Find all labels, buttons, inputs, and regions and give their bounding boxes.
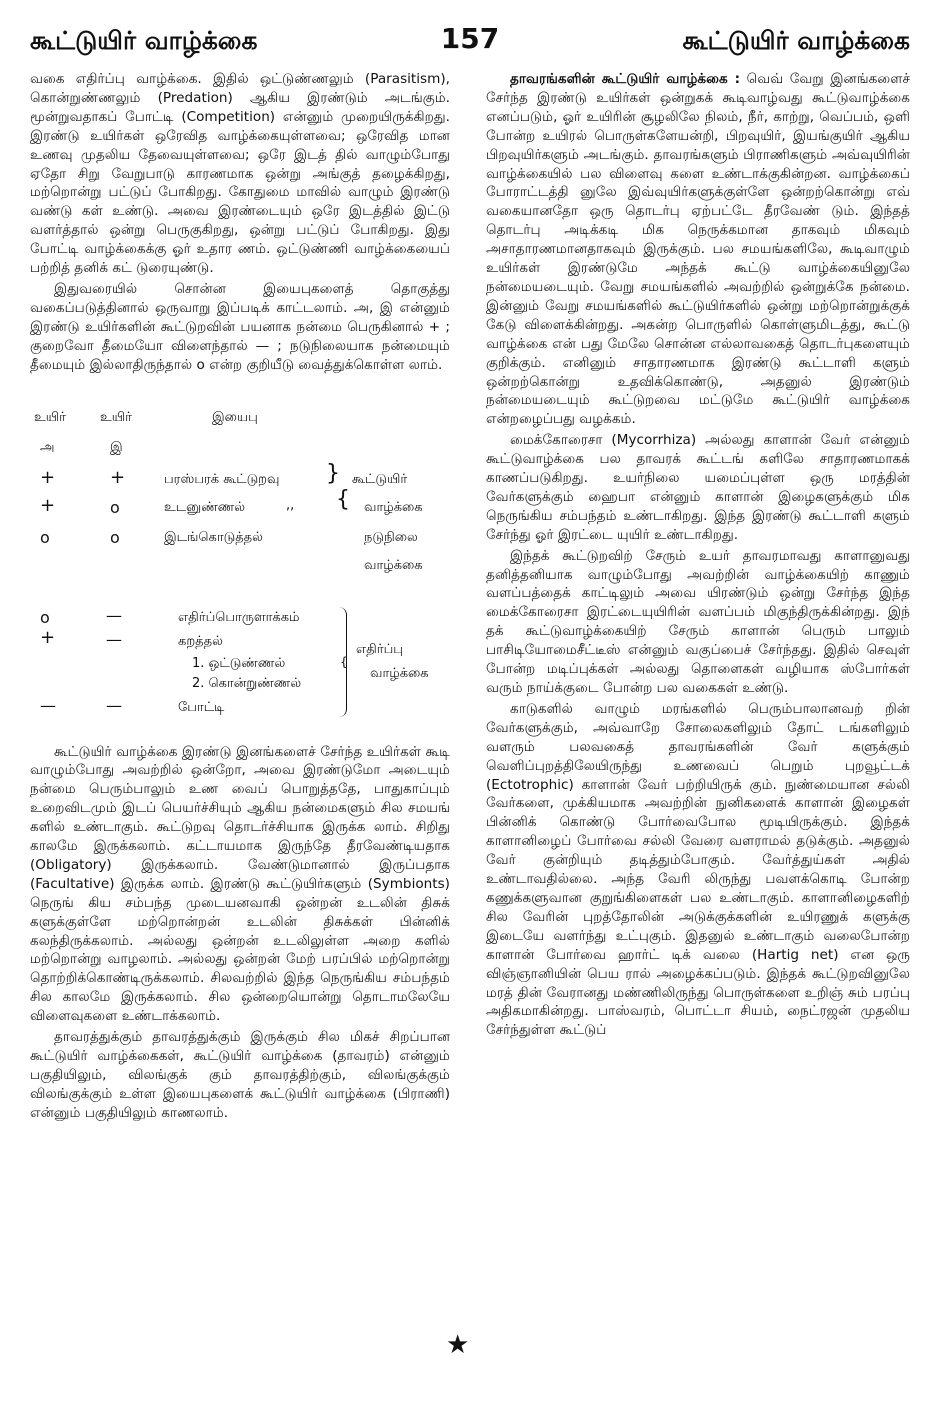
running-title-left: கூட்டுயிர் வாழ்க்கை [30,26,258,55]
page-header [0,0,940,60]
table-cell: 1. ஒட்டுண்ணல் [192,655,286,671]
paragraph-text: வெவ் வேறு இனங்களைச் சேர்ந்த இரண்டு உயிர்கள் ஒன்றுகக் கூடிவாழ்வது கூட்டுவாழ்க்கை எனப்படும், ஓர் உயிரின் சூழலிலே நிலம், நீர், காற்று, வெப்பம், ஒளி போன்ற உயிரல் பொருள்களேயன்றி, பிறவுயிர், இயங்குயிர் ஆகிய பிறவுயிர்களும் அடங்கும். தாவரங்களும் பிராணிகளும் அவ்வுயிரின் வாழ்க்கையில் பல விளைவு களை உண்டாக்குகின்றன. வாழ்க்கைப் போராட்டத்தி னுலே இவ்வுயிர்களுக்குள்ளே ஒன்றற்கொன்று எவ் வகையானதோ ஒரு தொடர்பு ஏற்பட்டே தீரவேண் டும். இந்தத் தொடர்பு அடிக்கடி மிக நெருக்கமான தாகவும் மிகவும் அசாதாரணமானதாகவும் இருக்கும். பல சமயங்களிலே, கூடிவாழும் உயிர்கள் இரண்டுமே அந்தக் கூட்டு வாழ்க்கையினுலே நன்மையடையும். வேறு சமயங்களில் அவற்றில் ஒன்றுக்கே நன்மை. இன்னும் வேறு சமயங்களில் கூட்டுயிர்களில் ஒன்று மற்றொன்றுக்குக் கேடு விளைக்கின்றது. அகன்ற பொருளில் கொள்ளுமிடத்து, கூட்டு வாழ்க்கை என் பது மேலே சொன்ன எல்லாவகைத் தொடர்புகளையும் குறிக்கும். எனினும் சாதாரணமாக இரண்டு கூட்டாளி களும் ஒன்றற்கொன்று உதவிக்கொண்டு, அதனுல் இரண்டும் நன்மையடையும் கூட்டுறவை மட்டுமே கூட்டுயிர் வாழ்க்கை என்றழைப்பது வழக்கம். [486,71,910,428]
table-cell: + [40,466,56,488]
paragraph: இந்தக் கூட்டுறவிற் சேரும் உயர் தாவரமாவது காளானுவது தனித்தனியாக வாழும்போது அவற்றின் வாழ்க்கையிற் காணும் வளப்பத்தைக் காட்டிலும் அவை யிரண்டும் ஒன்று சேர்ந்த இந்த மைக்கோரைசா இரட்டையுயிரின் வளப்பம் மிகுந்திருக்கின்றது. இந் தக் கூட்டுவாழ்க்கையிற் சேரும் காளான் பெரும் பாலும் பாசிடியோமைசீட்டீஸ் என்னும் வகுப்பைச் சேர்ந்தது. இதில் செவுள் போன்ற மடிப்புக்கள் அல்லது தொளைகள் வழியாக ஸ்போர்கள் வரும் நாய்க்குடை போன்ற பல வகைகள் உண்டு. [486,547,910,696]
table-cell: — [106,605,122,625]
table-cell: o [40,527,50,547]
table-cell: எதிர்ப்பொருளாக்கம் [178,609,300,625]
paragraph: வகை எதிர்ப்பு வாழ்க்கை. இதில் ஒட்டுண்ணலும் (Parasitism), கொன்றுண்ணலும் (Predation) ஆகிய இரண்டும் அடங்கும். மூன்றுவதாகப் போட்டி (Competition) என்னும் முறையிருக்கிறது. இரண்டு உயிர்கள் ஒரேவித வாழ்க்கையுள்ளவை; ஒரேவித மான உணவு முதலிய தேவையுள்ளவை; ஒரே இடத் தில் வாழும்போது ஏதோ சிறு வேறுபாடு காரணமாக ஒன்று அங்குத் தழைக்கிறது, மற்றொன்று பட்டுப் போகிறது. கோதுமை மாவில் வாழும் இரண்டு வண்டு கள் உண்டு. அவை இரண்டையும் ஒரே இடத்தில் இட்டு வளர்த்தால் ஒன்று பெருகுகிறது, ஒன்று பட்டுப் போகிறது. இது போட்டி வாழ்க்கைக்கு ஓர் உதார ணம். ஒட்டுண்ணி வாழ்க்கையைப் பற்றித் தனிக் கட் டுரையுண்டு. [30,71,450,277]
table-cell: பரஸ்பரக் கூட்டுறவு [164,471,280,487]
group-label: நடுநிலை [364,529,418,545]
table-cell: — [106,695,122,715]
left-column [30,70,450,1125]
group-label: கூட்டுயிர் [352,471,408,487]
table-header: உயிர் [34,409,66,425]
table-header: இயைபு [212,409,258,425]
running-title-right: கூட்டுயிர் வாழ்க்கை [682,26,910,55]
table-cell: + [40,494,56,516]
group-label: எதிர்ப்பு [356,641,403,657]
table-cell: இடங்கொடுத்தல் [164,529,263,545]
brace-icon: } [326,460,340,486]
table-cell: o [40,607,50,627]
table-cell: இ [110,439,123,455]
paragraph: இதுவரையில் சொன்ன இயைபுகளைத் தொகுத்து வகைப்படுத்தினால் ஒருவாறு இப்படிக் காட்டலாம். அ, இ என்னும் இரண்டு உயிர்களின் கூட்டுறவின் பயனாக நன்மை பெருகினால் + ; குறைவோ தீமையோ விளைந்தால் — ; நடுநிலையாக நன்மையும் தீமையும் இல்லாதிருந்தால் o என்ற குறியீடு வைத்துக்கொள்ள லாம். [30,280,450,373]
paragraph: கூட்டுயிர் வாழ்க்கை இரண்டு இனங்களைச் சேர்ந்த உயிர்கள் கூடி வாழும்போது அவற்றில் ஒன்றோ, அவை இரண்டுமோ அடையும் நன்மை பெரும்பாலும் உண வைப் பொறுத்ததே, பாதுகாப்பும் உறைவிடமும் இடப் பெயர்ச்சியும் ஆகிய நன்மைகளும் சில சமயங் களில் உண்டாகும். கூட்டுறவு தொடர்ச்சியாக இருக்க லாம். சிறிது காலமே இருக்கலாம். கட்டாயமாக இருந்தே தீரவேண்டியதாக (Obligatory) இருக்கலாம். வேண்டுமானால் இருப்பதாக (Facultative) இருக்க லாம். இரண்டு கூட்டுயிர்களும் (Symbionts) நெருங் கிய சம்பந்த முடையனவாகி ஒன்றன் உடலின் திசுக் களுக்குள்ளே மற்றொன்றன் உடலின் திசுக்கள் பின்னிக் கலந்திருக்கலாம். அல்லது ஒன்றன் உடலிலுள்ள அறை களில் மற்றொன்று வாழலாம். அல்லது ஒன்றன் மேற் பரப்பில் மற்றொன்று தொற்றிக்கொண்டிருக்கலாம். சிலவற்றில் இந்த நெருங்கிய சம்பந்தம் சில காலமே இருக்கலாம். சில ஒன்றையொன்று தொடாமலேயே விளைவுகளை உண்டாக்கலாம். [30,743,450,1025]
paragraph: காடுகளில் வாழும் மரங்களில் பெரும்பாலானவற் றின் வேர்களுக்கும், அவ்வாறே சோலைகளிலும் தோட் டங்களிலும் வளரும் பலவகைத் தாவரங்களின் வேர் களுக்கும் வெளிப்புறத்திலேயிருந்து உணவைப் பெறும் புறவூட்டக் (Ectotrophic) காளான் வேர் பற்றியிருக் கும். நுண்மையான சல்லி வேர்களை, முக்கியமாக அவற்றின் நுனிகளைக் காளான் இழைகள் பின்னிக் கொண்டு போர்வைபோல மூடியிருக்கும். இந்தக் காளானிழைப் போர்வை சல்லி வேரை வளராமல் தடுக்கும். அதனுல் வேர் குன்றியும் தடித்தும்போகும். வேர்த்துய்கள் அதில் உண்டாவதில்லை. அந்த வேரி லிருந்து பவளக்கொடி போன்ற கணுக்களுவான குறுங்கிளைகள் பல உண்டாகும். காளானிழைகளிற் சில வேரின் புறத்தோலின் அடுக்குக்களின் உயிரணுக் களுக்கு இடையே வளர்ந்து உட்புகும். இதனுல் உண்டாகும் வலைபோன்ற காளான் போர்வை ஹார்ட் டிக் வலை (Hartig net) என ஒரு விஞ்ஞானியின் பெய ரால் அழைக்கப்படும். இந்தக் கூட்டுறவினுலே மரத் தின் வேரானது மண்ணிலிருந்து பொருள்களை உறிஞ் சும் பரப்பு அதிகமாகின்றது. பாஸ்வரம், பொட்டா சியம், நைட்ரஜன் முதலிய சேர்ந்துள்ள கூட்டுப் [486,700,910,1039]
table-cell: உடனுண்ணல் [164,499,246,515]
relationship-table [30,409,450,721]
brace-tip-icon: { [340,654,348,669]
ditto-mark: ,, [286,497,295,513]
page-number: 157 [440,22,500,55]
table-cell: — [106,629,122,649]
table-cell: + [110,466,126,488]
right-column [486,70,910,1042]
table-cell: போட்டி [178,699,225,715]
table-header: உயிர் [100,409,132,425]
table-cell: 2. கொன்றுண்ணல் [192,675,302,691]
table-cell: — [40,695,56,715]
brace-icon: { [336,486,350,512]
group-label: வாழ்க்கை [364,499,423,515]
paragraph [486,70,910,429]
star-icon: ★ [446,1330,470,1360]
table-cell: o [110,527,120,547]
table-cell: அ [40,439,55,455]
paragraph: தாவரத்துக்கும் தாவரத்துக்கும் இருக்கும் சில மிகச் சிறப்பான கூட்டுயிர் வாழ்க்கைகள், கூட்டுயிர் வாழ்க்கை (தாவரம்) என்னும் பகுதியிலும், விலங்குக் கும் தாவரத்திற்கும், விலங்குக்கும் விலங்குக்கும் உள்ள இயைபுகளைக் கூட்டுயிர் வாழ்க்கை (பிராணி) என்னும் பகுதியிலும் காணலாம். [30,1029,450,1121]
table-cell: o [110,497,120,517]
group-label: வாழ்க்கை [370,665,429,681]
paragraph: மைக்கோரைசா (Mycorrhiza) அல்லது காளான் வேர் என்னும் கூட்டுவாழ்க்கை பல தாவரக் கூட்டங் களிலே சாதாரணமாகக் காணப்படுகிறது. உயர்நிலை யமைப்புள்ள ஒரு மரத்தின் வேர்களுக்கும் ஹைபா என்னும் காளான் இழைகளுக்கும் மிக நெருங்கிய சம்பந்தம் உண்டாகிறது. இந்த இரண்டு கூட்டாளி களும் சேர்ந்து ஓர் இரட்டை யுயிர் உண்டாகிறது. [486,432,910,543]
section-heading: தாவரங்களின் கூட்டுயிர் வாழ்க்கை : [510,71,741,87]
table-cell: கறத்தல் [178,633,223,649]
group-label: வாழ்க்கை [364,557,423,573]
table-cell: + [40,626,56,648]
